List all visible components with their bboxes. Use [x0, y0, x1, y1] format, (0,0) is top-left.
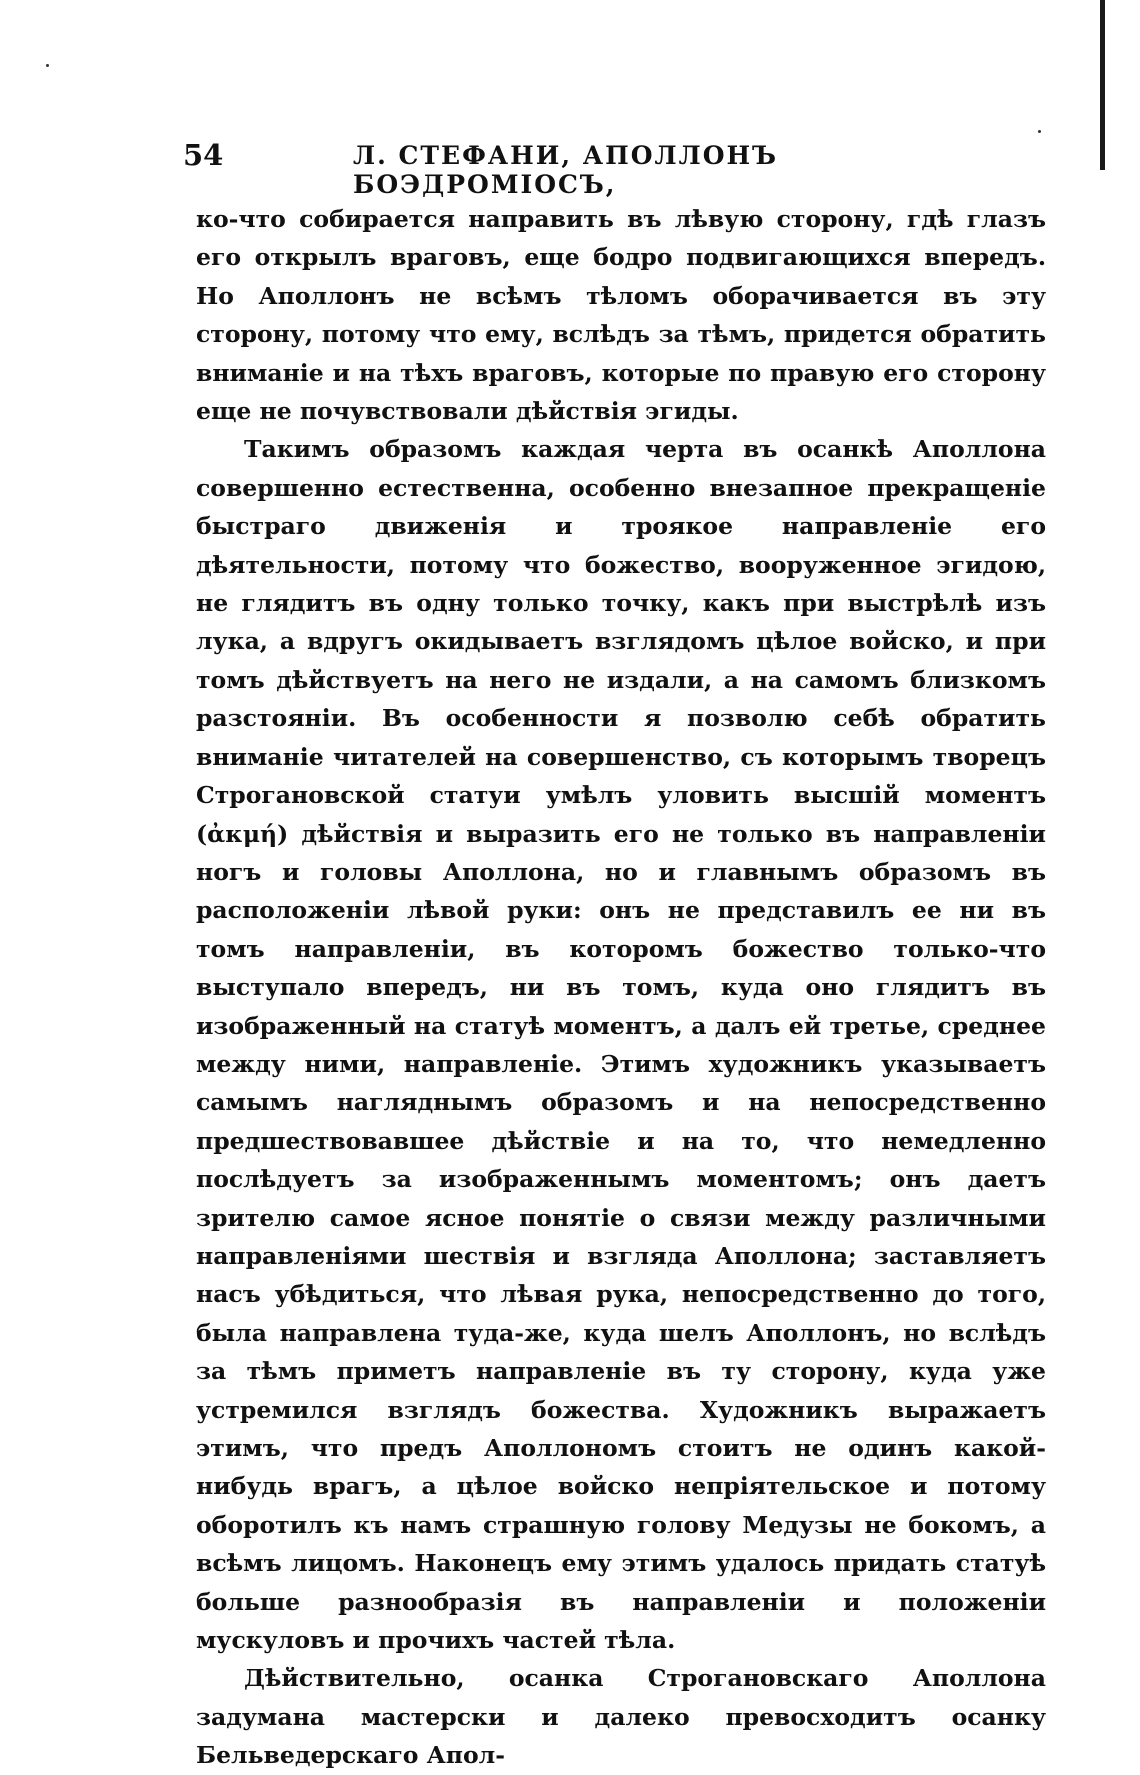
paragraph-main: Такимъ образомъ каждая черта въ осанкѣ Аполлона совершенно естественна, особенно внезапное прекращеніе быстраго движенія и троякое направленіе его дѣятельности, потому что божество, вооруженное эгидою, не глядитъ въ одну только точку, какъ при выстрѣлѣ изъ лука, а вдругъ окидываетъ взглядомъ цѣлое войско, и при томъ дѣйствуетъ на него не издали, а на самомъ близкомъ разстояніи. Въ особенности я позволю себѣ обратить вниманіе читателей на совершенство, съ которымъ творецъ Строгановской статуи умѣлъ уловить высшій моментъ (ἀκμή) дѣйствія и выразить его не только въ направленіи ногъ и головы Аполлона, но и главнымъ образомъ въ расположеніи лѣвой руки: онъ не представилъ ее ни въ томъ направленіи, въ которомъ божество только-что выступало впередъ, ни въ томъ, куда оно глядитъ въ изображенный на статуѣ моментъ, а далъ ей третье, среднее между ними, направленіе. Этимъ художникъ указываетъ самымъ нагляднымъ образомъ и на непосредственно предшествовавшее дѣйствіе и на то, что немедленно послѣдуетъ за изображеннымъ моментомъ; онъ даетъ зрителю самое ясное понятіе о связи между различными направленіями шествія и взгляда Аполлона; заставляетъ насъ убѣдиться, что лѣвая рука, непосредственно до того, была направлена туда-же, куда шелъ Аполлонъ, но вслѣдъ за тѣмъ приметъ направленіе въ ту сторону, куда уже устремился взглядъ божества. Художникъ выражаетъ этимъ, что предъ Аполлономъ стоитъ не одинъ какой-нибудь врагъ, а цѣлое войско непріятельское и потому оборотилъ къ намъ страшную голову Медузы не бокомъ, а всѣмъ лицомъ. Наконецъ ему этимъ удалось придать статуѣ больше разнообразія въ направленіи и положеніи мускуловъ и прочихъ частей тѣла.	[196, 435, 1046, 1655]
page-header	[183, 138, 963, 199]
print-speck	[1038, 130, 1041, 133]
paragraph-final: Дѣйствительно, осанка Строгановскаго Аполлона задумана мастерски и далеко превосходитъ осанку Бельведерскаго Апол-	[196, 1664, 1046, 1770]
paragraph-continuation: ко-что собирается направить въ лѣвую сторону, гдѣ глазъ его открылъ враговъ, еще бодро подвигающихся впередъ. Но Аполлонъ не всѣмъ тѣломъ оборачивается въ эту сторону, потому что ему, вслѣдъ за тѣмъ, придется обратить вниманіе и на тѣхъ враговъ, которые по правую его сторону еще не почувствовали дѣйствія эгиды.	[196, 205, 1046, 426]
body-text	[196, 200, 1046, 1775]
page-number: 54	[183, 138, 224, 172]
running-title: Л. СТЕФАНИ, АПОЛЛОНЪ БОЭДРОМІОСЪ,	[353, 141, 779, 199]
page-edge-shadow	[1100, 0, 1105, 170]
print-speck	[46, 64, 49, 67]
